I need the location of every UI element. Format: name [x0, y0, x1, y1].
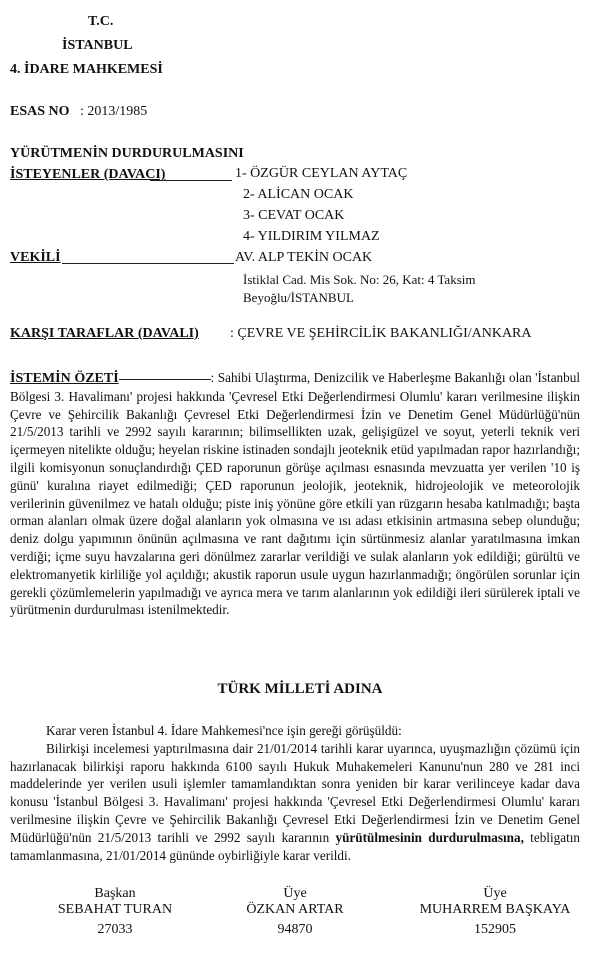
decision-paragraph — [10, 722, 580, 864]
decision-title: TÜRK MİLLETİ ADINA — [217, 681, 383, 697]
header-court: 4. İDARE MAHKEMESİ — [10, 62, 163, 77]
signature-member-2 — [400, 886, 590, 938]
case-number-value: : 2013/1985 — [80, 104, 148, 119]
claimant-4: 4- YILDIRIM YILMAZ — [243, 229, 380, 244]
decision-intro: Karar veren İstanbul 4. İdare Mahkemesi'nce işin gereği görüşüldü: — [46, 723, 402, 738]
signature-role: Üye — [483, 886, 507, 901]
attorney-leader-line — [62, 263, 234, 264]
claimant-2: 2- ALİCAN OCAK — [243, 187, 354, 202]
signature-member-1 — [235, 886, 355, 938]
claimant-3: 3- CEVAT OCAK — [243, 208, 345, 223]
decision-body-text: Bilirkişi incelemesi yaptırılmasına dair 21/01/2014 tarihli karar uyarınca, uyuşmazlığın çözümü için hazırlanacak bilirkişi raporu hakkında 6100 sayılı Hukuk Muhakemeleri Kanunu'nun 280 ve 281 inci maddelerinde yer verilen usuli işlemler tamamlandıktan sonra yeniden bir karar verilinceye kadar dava konusu 'İstanbul Bölgesi 3. Havalimanı' projesi hakkında 'Çevresel Etki Değerlendirmesi Olumlu' kararı verilmesine ilişkin Çevre ve Şehircilik Bakanlığı Çevresel Etki Değerlendirmesi İzin ve Denetim Genel Müdürlüğü'nün 21/5/2013 tarihli ve 2992 sayılı kararının — [10, 740, 580, 845]
decision-ruling: yürütülmesinin durdurulmasına, — [335, 829, 524, 845]
case-number-label: ESAS NO — [10, 104, 70, 119]
signature-number: 152905 — [474, 922, 516, 937]
decision-body — [10, 740, 580, 865]
signature-role: Üye — [283, 886, 307, 901]
attorney-label: VEKİLİ — [10, 250, 61, 265]
summary-paragraph — [10, 369, 580, 619]
signature-number: 94870 — [277, 922, 313, 937]
attorney-name: AV. ALP TEKİN OCAK — [235, 250, 373, 265]
header-city: İSTANBUL — [62, 38, 133, 53]
claimants-label: İSTEYENLER (DAVACI) — [10, 167, 166, 182]
summary-label: İSTEMİN ÖZETİ — [10, 371, 119, 386]
summary-leader-line — [119, 378, 211, 380]
header-tc: T.C. — [88, 14, 114, 29]
signature-name: SEBAHAT TURAN — [57, 902, 173, 917]
signature-name: ÖZKAN ARTAR — [246, 902, 344, 917]
attorney-address-line1: İstiklal Cad. Mis Sok. No: 26, Kat: 4 Taksim — [243, 272, 476, 287]
attorney-address-line2: Beyoğlu/İSTANBUL — [243, 290, 354, 305]
signature-president — [50, 886, 180, 938]
signature-role: Başkan — [94, 886, 136, 901]
decision-closing: tebligatın tamamlanmasına, 21/01/2014 gününde oybirliğiyle karar verildi. — [10, 829, 580, 863]
claimant-1: 1- ÖZGÜR CEYLAN AYTAÇ — [235, 166, 408, 181]
request-heading: YÜRÜTMENİN DURDURULMASINI — [10, 146, 244, 161]
claimants-leader-line — [150, 180, 232, 181]
defendant-value: : ÇEVRE VE ŞEHİRCİLİK BAKANLIĞI/ANKARA — [230, 326, 532, 341]
signature-number: 27033 — [97, 922, 133, 937]
defendant-label: KARŞI TARAFLAR (DAVALI) — [10, 326, 199, 341]
summary-text: : Sahibi Ulaştırma, Denizcilik ve Haberleşme Bakanlığı olan 'İstanbul Bölgesi 3. Havalimanı' projesi hakkında 'Çevresel Etki Değerlendirmesi Olumlu' kararı verilmesine ilişkin Çevre ve Şehircilik Bakanlığı Çevresel Etki Değerlendirmesi İzin ve Denetim Genel Müdürlüğü'nün 21/5/2013 tarihli ve 2992 sayılı kararının; bilimsellikten uzak, gelişigüzel ve soyut, yeterli teknik veri içermeyen nitelikte olduğu; heyelan riskine istinaden sondajlı jeoteknik etüd yapılmadan rapor hazırlandığı; ilgili komisyonun sonuçlandırdığı ÇED raporunun görüşe açılması esnasında mevzuatta yer verilen '10 iş günü' kuralına riayet edilmediği; ÇED raporunun jeolojik, jeoteknik, hidrojeolojik ve meteorolojik verilerinin güvenilmez ve hatalı olduğu; piste iniş yönüne göre etkili yan rüzgarın hesaba katılmadığı; başta orman alanları olmak üzere doğal alanların yok olmasına ve ısı adası etkisinin artmasına sebep olunduğu; deniz dolgu yapımının önünün açılmasına ve rant dağıtımı için sürtünmesiz alanlar yaratılmasına imkan verdiği; içme suyu havzalarına geri dönülmez zararlar verildiği ve sulak alanların yok edildiği; gürültü ve elektromanyetik kirliliğe yol açıldığı; akustik raporun usule uygun hazırlanmadığı; öngörülen sorunlar için gerekli çözümlemelerin yapılmadığı ve ayrıca mera ve tarım alanlarının yok edildiği ileri sürülerek iptali ve yürütmenin durdurulması istenilmektedir. — [10, 370, 580, 618]
signature-name: MUHARREM BAŞKAYA — [419, 902, 571, 917]
